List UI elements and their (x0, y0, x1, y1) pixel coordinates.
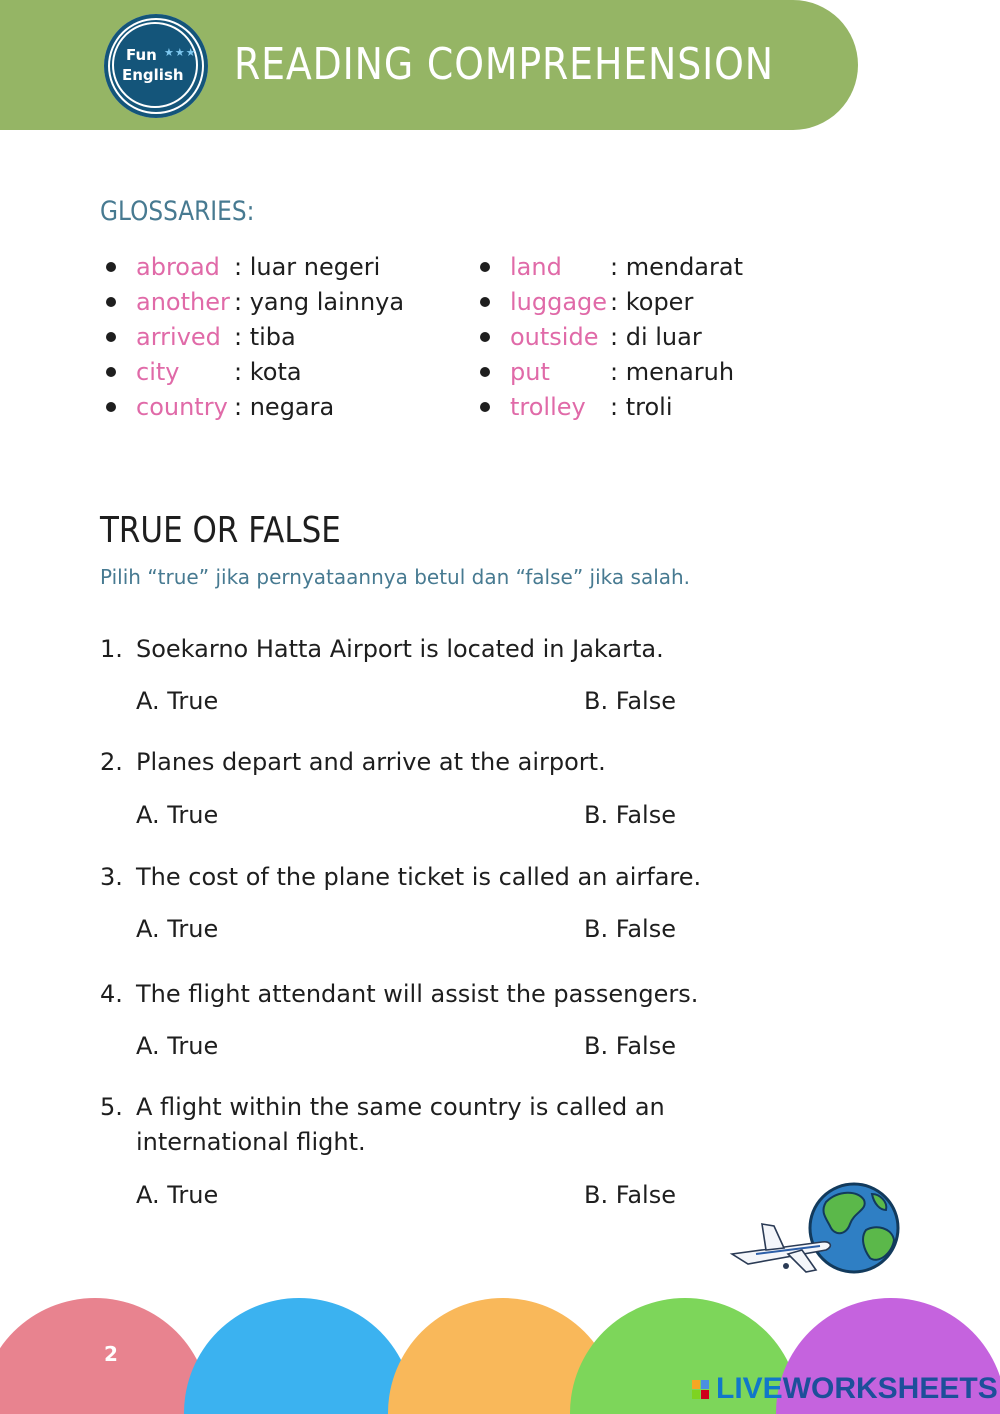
bullet-icon (480, 367, 490, 377)
option-false-5[interactable]: B. False (584, 1181, 676, 1209)
glossary-definition: : kota (234, 358, 302, 386)
question-number: 1. (100, 635, 123, 663)
globe-icon (810, 1184, 898, 1272)
question-text: Planes depart and arrive at the airport. (136, 748, 606, 776)
page-title: READING COMPREHENSION (234, 39, 774, 90)
option-true-3[interactable]: A. True (136, 915, 219, 943)
glossary-term: country (136, 393, 228, 421)
option-true-4[interactable]: A. True (136, 1032, 219, 1060)
question-2 (100, 745, 760, 781)
option-false-4[interactable]: B. False (584, 1032, 676, 1060)
bullet-icon (106, 262, 116, 272)
question-number: 5. (100, 1093, 123, 1121)
question-3 (100, 860, 760, 896)
liveworksheets-logo (692, 1372, 998, 1406)
question-5 (100, 1090, 700, 1162)
glossary-definition: : tiba (234, 323, 296, 351)
logo-ring (112, 22, 198, 108)
bullet-icon (106, 402, 116, 412)
logo-text-english: English (122, 66, 184, 84)
fun-english-logo (104, 14, 208, 118)
glossary-term: put (510, 358, 550, 386)
bullet-icon (480, 262, 490, 272)
glossary-term: another (136, 288, 230, 316)
glossary-term: outside (510, 323, 599, 351)
glossary-title: GLOSSARIES: (100, 196, 255, 227)
glossary-definition: : koper (610, 288, 694, 316)
question-number: 3. (100, 863, 123, 891)
brand-live-text: LIVE (716, 1372, 783, 1405)
question-text: The flight attendant will assist the passengers. (136, 980, 699, 1008)
glossary-term: abroad (136, 253, 220, 281)
glossary-term: city (136, 358, 180, 386)
brand-worksheets-text: WORKSHEETS (782, 1372, 998, 1405)
glossary-definition: : menaruh (610, 358, 735, 386)
bullet-icon (106, 367, 116, 377)
option-true-5[interactable]: A. True (136, 1181, 219, 1209)
glossary-definition: : yang lainnya (234, 288, 405, 316)
glossary-definition: : luar negeri (234, 253, 381, 281)
globe-airplane-illustration (726, 1180, 906, 1280)
glossary-definition: : negara (234, 393, 335, 421)
page-number: 2 (104, 1342, 118, 1366)
bullet-icon (106, 297, 116, 307)
glossary-definition: : troli (610, 393, 673, 421)
glossary-term: land (510, 253, 562, 281)
question-1 (100, 632, 760, 668)
option-false-1[interactable]: B. False (584, 687, 676, 715)
question-text: Soekarno Hatta Airport is located in Jakarta. (136, 635, 664, 663)
option-true-1[interactable]: A. True (136, 687, 219, 715)
liveworksheets-mark-icon (692, 1380, 710, 1400)
logo-text-fun: Fun (126, 46, 157, 64)
glossary-definition: : di luar (610, 323, 702, 351)
bullet-icon (480, 332, 490, 342)
true-false-title: TRUE OR FALSE (100, 510, 341, 551)
bullet-icon (480, 402, 490, 412)
question-number: 4. (100, 980, 123, 1008)
true-false-instruction: Pilih “true” jika pernyataannya betul dan “false” jika salah. (100, 565, 691, 589)
question-text: A flight within the same country is called an international flight. (136, 1093, 665, 1156)
question-text: The cost of the plane ticket is called an airfare. (136, 863, 702, 891)
bullet-icon (480, 297, 490, 307)
glossary-term: trolley (510, 393, 586, 421)
question-4 (100, 977, 760, 1013)
question-number: 2. (100, 748, 123, 776)
glossary-definition: : mendarat (610, 253, 743, 281)
option-false-2[interactable]: B. False (584, 801, 676, 829)
glossary-term: arrived (136, 323, 221, 351)
bullet-icon (106, 332, 116, 342)
logo-stars-icon: ★★★ (164, 46, 197, 59)
option-true-2[interactable]: A. True (136, 801, 219, 829)
footer-circle-blue (184, 1298, 414, 1414)
option-false-3[interactable]: B. False (584, 915, 676, 943)
glossary-term: luggage (510, 288, 608, 316)
